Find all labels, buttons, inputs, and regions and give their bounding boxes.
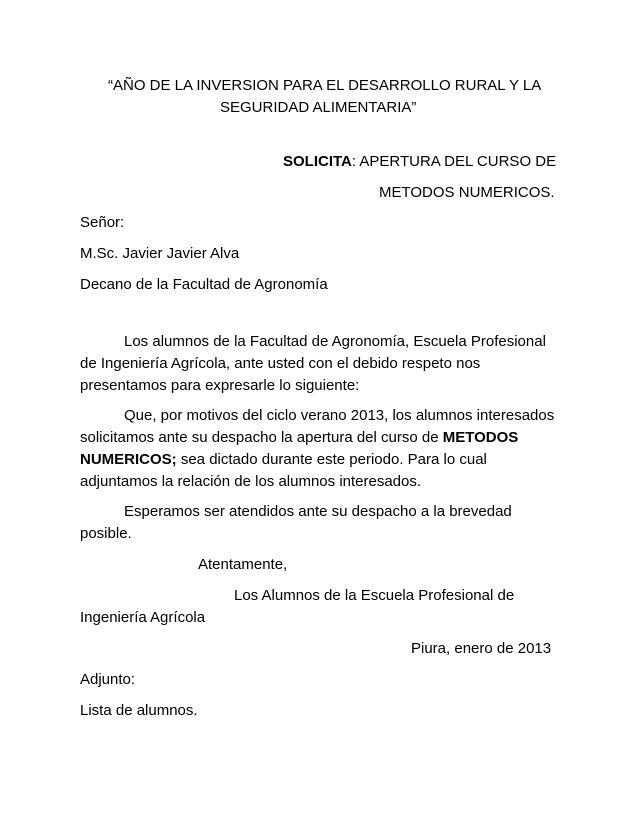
header-line-1: “AÑO DE LA INVERSION PARA EL DESARROLLO RURAL Y LA [108,77,542,94]
paragraph-1-line-3: presentamos para expresarle lo siguiente: [80,377,360,394]
place-date: Piura, enero de 2013 [411,640,552,657]
solicita-line-1 [283,152,556,171]
solicita-label: SOLICITA [283,153,352,170]
attachment-label: Adjunto: [80,671,136,688]
course-name-part-1: METODOS [442,429,519,446]
paragraph-3-line-1: Esperamos ser atendidos ante su despacho a la brevedad [124,503,512,520]
paragraph-2-text: solicitamos ante su despacho la apertura del curso de [80,429,443,446]
solicita-text: : APERTURA DEL CURSO DE [351,153,557,170]
paragraph-2-text-cont: sea dictado durante este periodo. Para lo cual [176,451,487,468]
signer-line-2: Ingeniería Agrícola [80,609,206,626]
header-line-2: SEGURIDAD ALIMENTARIA” [220,99,417,116]
paragraph-2-line-3 [80,450,487,469]
addressee-name: M.Sc. Javier Javier Alva [80,245,240,262]
signer-line-1: Los Alumnos de la Escuela Profesional de [234,587,515,604]
paragraph-2-line-1: Que, por motivos del ciclo verano 2013, los alumnos interesados [124,407,555,424]
paragraph-1-line-2: de Ingeniería Agrícola, ante usted con el debido respeto nos [80,355,481,372]
paragraph-1-line-1: Los alumnos de la Facultad de Agronomía, Escuela Profesional [124,333,546,350]
attachment-item: Lista de alumnos. [80,702,198,719]
addressee-title: Decano de la Facultad de Agronomía [80,276,328,293]
paragraph-2-line-2 [80,428,518,447]
solicita-line-2: METODOS NUMERICOS. [379,184,555,201]
salutation: Señor: [80,214,125,231]
paragraph-3-line-2: posible. [80,525,132,542]
course-name-part-2: NUMERICOS; [80,451,177,468]
atentamente: Atentamente, [198,556,288,573]
paragraph-2-line-4: adjuntamos la relación de los alumnos interesados. [80,473,422,490]
